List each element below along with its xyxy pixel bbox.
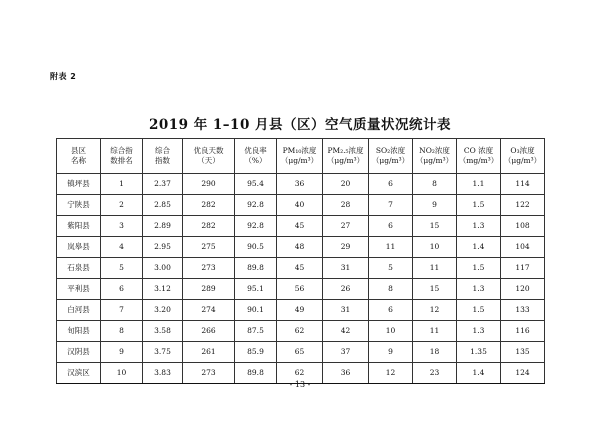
header-county: 县区 名称	[57, 139, 101, 174]
cell-pm10: 56	[277, 279, 323, 300]
cell-index: 2.89	[143, 216, 183, 237]
cell-no2: 9	[413, 195, 457, 216]
cell-index: 3.75	[143, 342, 183, 363]
air-quality-table	[56, 138, 545, 384]
cell-no2: 15	[413, 279, 457, 300]
appendix-label: 附表 2	[50, 72, 77, 81]
cell-no2: 15	[413, 216, 457, 237]
cell-o3: 122	[501, 195, 545, 216]
cell-good-days: 273	[183, 258, 235, 279]
cell-index: 3.20	[143, 300, 183, 321]
cell-good-rate: 90.1	[235, 300, 277, 321]
cell-index: 3.00	[143, 258, 183, 279]
cell-good-days: 266	[183, 321, 235, 342]
header-rank: 综合指 数排名	[101, 139, 143, 174]
cell-rank: 7	[101, 300, 143, 321]
table-row	[57, 342, 545, 363]
cell-rank: 4	[101, 237, 143, 258]
cell-rank: 6	[101, 279, 143, 300]
cell-no2: 23	[413, 363, 457, 384]
cell-pm10: 62	[277, 363, 323, 384]
cell-co: 1.1	[457, 174, 501, 195]
header-good-rate: 优良率 （%）	[235, 139, 277, 174]
cell-pm10: 45	[277, 258, 323, 279]
cell-good-rate: 95.4	[235, 174, 277, 195]
cell-good-rate: 92.8	[235, 216, 277, 237]
cell-pm25: 37	[323, 342, 369, 363]
cell-o3: 104	[501, 237, 545, 258]
cell-rank: 8	[101, 321, 143, 342]
cell-co: 1.5	[457, 195, 501, 216]
header-o3: O₃浓度 （μg/m³）	[501, 139, 545, 174]
cell-county: 岚皋县	[57, 237, 101, 258]
cell-good-rate: 92.8	[235, 195, 277, 216]
header-good-days: 优良天数 （天）	[183, 139, 235, 174]
cell-so2: 12	[369, 363, 413, 384]
cell-pm10: 48	[277, 237, 323, 258]
cell-good-rate: 95.1	[235, 279, 277, 300]
cell-good-days: 282	[183, 195, 235, 216]
cell-o3: 114	[501, 174, 545, 195]
cell-index: 2.37	[143, 174, 183, 195]
cell-co: 1.35	[457, 342, 501, 363]
cell-o3: 116	[501, 321, 545, 342]
cell-o3: 108	[501, 216, 545, 237]
cell-rank: 2	[101, 195, 143, 216]
cell-pm10: 45	[277, 216, 323, 237]
cell-good-days: 275	[183, 237, 235, 258]
cell-so2: 5	[369, 258, 413, 279]
cell-rank: 10	[101, 363, 143, 384]
table-row	[57, 237, 545, 258]
cell-good-rate: 89.8	[235, 258, 277, 279]
cell-county: 白河县	[57, 300, 101, 321]
cell-so2: 7	[369, 195, 413, 216]
table-row	[57, 258, 545, 279]
cell-pm10: 36	[277, 174, 323, 195]
cell-county: 宁陕县	[57, 195, 101, 216]
cell-co: 1.3	[457, 321, 501, 342]
table-row	[57, 216, 545, 237]
cell-so2: 11	[369, 237, 413, 258]
cell-rank: 5	[101, 258, 143, 279]
cell-so2: 8	[369, 279, 413, 300]
cell-no2: 8	[413, 174, 457, 195]
cell-good-rate: 87.5	[235, 321, 277, 342]
cell-no2: 10	[413, 237, 457, 258]
cell-no2: 18	[413, 342, 457, 363]
cell-good-rate: 90.5	[235, 237, 277, 258]
cell-county: 镇坪县	[57, 174, 101, 195]
cell-good-rate: 89.8	[235, 363, 277, 384]
table-title: 2019 年 1–10 月县（区）空气质量状况统计表	[148, 117, 452, 133]
cell-pm25: 29	[323, 237, 369, 258]
cell-pm25: 36	[323, 363, 369, 384]
cell-pm10: 62	[277, 321, 323, 342]
cell-pm10: 40	[277, 195, 323, 216]
cell-county: 汉滨区	[57, 363, 101, 384]
cell-index: 3.58	[143, 321, 183, 342]
table-row	[57, 279, 545, 300]
cell-good-days: 273	[183, 363, 235, 384]
cell-county: 紫阳县	[57, 216, 101, 237]
header-so2: SO₂浓度 （μg/m³）	[369, 139, 413, 174]
cell-pm25: 31	[323, 300, 369, 321]
cell-good-days: 282	[183, 216, 235, 237]
cell-o3: 135	[501, 342, 545, 363]
cell-index: 3.12	[143, 279, 183, 300]
cell-o3: 124	[501, 363, 545, 384]
table-row	[57, 300, 545, 321]
cell-pm10: 65	[277, 342, 323, 363]
cell-co: 1.5	[457, 300, 501, 321]
page-number: - 13 -	[289, 380, 311, 389]
cell-so2: 9	[369, 342, 413, 363]
cell-pm25: 31	[323, 258, 369, 279]
cell-pm25: 27	[323, 216, 369, 237]
cell-so2: 6	[369, 300, 413, 321]
cell-county: 平利县	[57, 279, 101, 300]
table-header-row	[57, 139, 545, 174]
cell-good-days: 261	[183, 342, 235, 363]
cell-county: 石泉县	[57, 258, 101, 279]
cell-good-days: 274	[183, 300, 235, 321]
table-row	[57, 195, 545, 216]
cell-o3: 133	[501, 300, 545, 321]
header-index: 综合 指数	[143, 139, 183, 174]
cell-pm25: 26	[323, 279, 369, 300]
cell-so2: 10	[369, 321, 413, 342]
cell-co: 1.3	[457, 216, 501, 237]
cell-co: 1.5	[457, 258, 501, 279]
cell-index: 2.95	[143, 237, 183, 258]
cell-no2: 11	[413, 321, 457, 342]
cell-co: 1.4	[457, 237, 501, 258]
cell-pm25: 20	[323, 174, 369, 195]
cell-pm25: 42	[323, 321, 369, 342]
cell-rank: 1	[101, 174, 143, 195]
header-pm10: PM₁₀浓度 （μg/m³）	[277, 139, 323, 174]
cell-rank: 9	[101, 342, 143, 363]
cell-o3: 120	[501, 279, 545, 300]
cell-index: 2.85	[143, 195, 183, 216]
cell-index: 3.83	[143, 363, 183, 384]
header-co: CO 浓度 （mg/m³）	[457, 139, 501, 174]
cell-so2: 6	[369, 174, 413, 195]
cell-good-days: 290	[183, 174, 235, 195]
header-no2: NO₂浓度 （μg/m³）	[413, 139, 457, 174]
cell-co: 1.4	[457, 363, 501, 384]
cell-so2: 6	[369, 216, 413, 237]
cell-good-days: 289	[183, 279, 235, 300]
cell-county: 汉阴县	[57, 342, 101, 363]
cell-pm10: 49	[277, 300, 323, 321]
cell-county: 旬阳县	[57, 321, 101, 342]
cell-o3: 117	[501, 258, 545, 279]
table-row	[57, 321, 545, 342]
table-row	[57, 174, 545, 195]
cell-co: 1.3	[457, 279, 501, 300]
cell-pm25: 28	[323, 195, 369, 216]
header-pm25: PM₂.₅浓度 （μg/m³）	[323, 139, 369, 174]
cell-good-rate: 85.9	[235, 342, 277, 363]
cell-no2: 12	[413, 300, 457, 321]
cell-rank: 3	[101, 216, 143, 237]
cell-no2: 11	[413, 258, 457, 279]
